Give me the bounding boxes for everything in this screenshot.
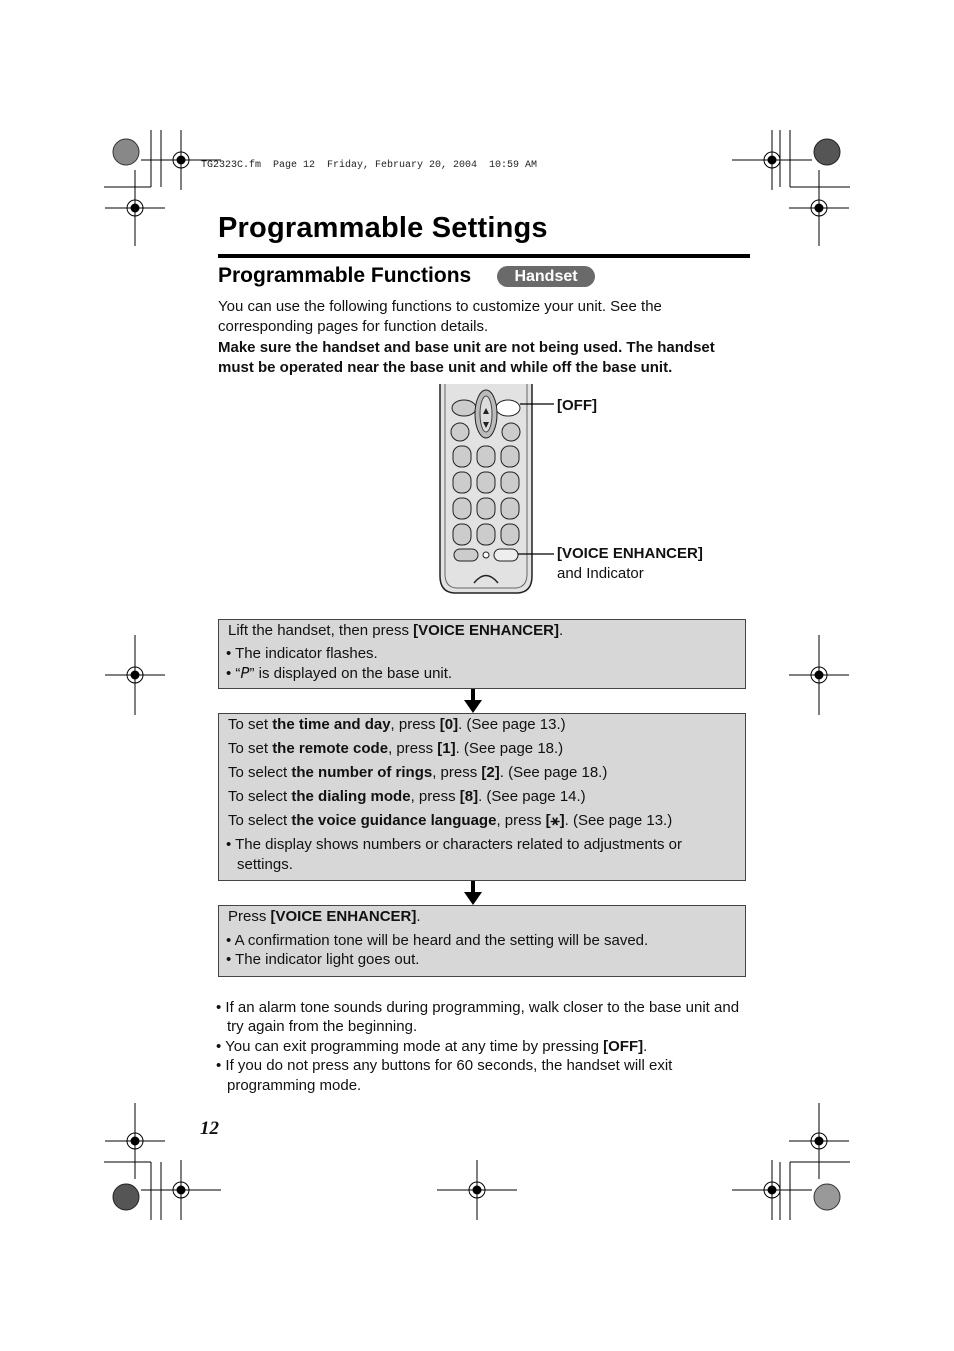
note-item: • If you do not press any buttons for 60 seconds, the handset will exit programming mode.: [216, 1057, 673, 1094]
step-3-bullet: • A confirmation tone will be heard and the setting will be saved.: [226, 932, 649, 949]
intro-paragraph: You can use the following functions to customize your unit. See the corresponding pages for function details.: [218, 298, 662, 335]
print-slug: TG2323C.fm Page 12 Friday, February 20, 2004 10:59 AM: [201, 160, 538, 171]
voice-enhancer-label: [VOICE ENHANCER]: [557, 545, 703, 562]
off-label: [OFF]: [557, 397, 597, 414]
step-1-box: [218, 619, 746, 689]
notes-list: [216, 998, 751, 1095]
page-title: Programmable Settings: [218, 212, 548, 244]
step-3-box: [218, 905, 746, 977]
step-2-bullet: • The display shows numbers or characters related to adjustments or settings.: [226, 836, 683, 873]
warning-paragraph: Make sure the handset and base unit are not being used. The handset must be operated near the base unit and while off the base unit.: [218, 339, 715, 376]
option-row: To set the remote code, press [1]. (See page 18.): [228, 740, 564, 757]
option-row: To select the dialing mode, press [8]. (See page 14.): [228, 788, 586, 805]
step-1-bullet: • The indicator flashes.: [226, 645, 378, 662]
option-row: To select the number of rings, press [2]. (See page 18.): [228, 764, 608, 781]
down-arrow-icon: [463, 689, 483, 713]
step-1-instruction: Lift the handset, then press [VOICE ENHANCER].: [228, 622, 564, 639]
step-3-instruction: Press [VOICE ENHANCER].: [228, 908, 421, 925]
step-2-box: [218, 713, 746, 881]
option-row: To set the time and day, press [0]. (See page 13.): [228, 716, 566, 733]
page-number: 12: [200, 1118, 219, 1139]
section-heading: Programmable Functions: [218, 264, 472, 287]
option-row: To select the voice guidance language, press [⚹]. (See page 13.): [228, 812, 673, 829]
note-item: • You can exit programming mode at any time by pressing [OFF].: [216, 1037, 648, 1055]
step-3-bullet: • The indicator light goes out.: [226, 951, 420, 968]
handset-badge: Handset: [497, 266, 595, 287]
step-1-bullet: • “P” is displayed on the base unit.: [226, 664, 453, 682]
display-glyph: P: [240, 664, 250, 682]
note-item: • If an alarm tone sounds during programming, walk closer to the base unit and try again from the beginning.: [216, 999, 740, 1036]
handset-illustration: [436, 384, 561, 598]
down-arrow-icon: [463, 881, 483, 905]
indicator-label: and Indicator: [557, 565, 644, 582]
title-rule: [218, 254, 750, 258]
